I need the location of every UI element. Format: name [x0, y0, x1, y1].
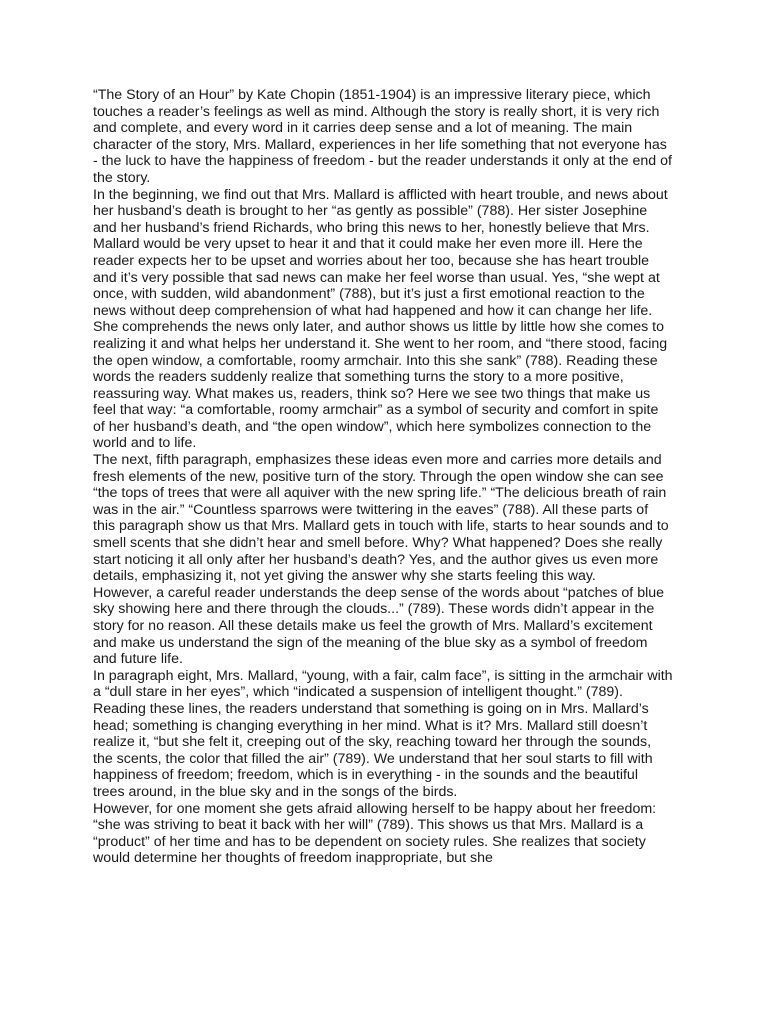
paragraph-5: However, a careful reader understands the deep sense of the words about “patches of blue sky showing here and there through the clouds...” (789). These words didn’t appear in the story for no reason. All these details make us feel the growth of Mrs. Mallard’s excitement and make us understand the sign of the meaning of the blue sky as a symbol of freedom and future life. [93, 584, 665, 668]
paragraph-2: In the beginning, we find out that Mrs. Mallard is afflicted with heart trouble, and news about her husband’s death is brought to her “as gently as possible” (788). Her sister Josephine and her husband’s friend Richards, who bring this news to her, honestly believe that Mrs. Mallard would be very upset to hear it and that it could make her even more ill. Here the reader expects her to be upset and worries about her too, because she has heart trouble and it’s very possible that sad news can make her feel worse than usual. Yes, “she wept at once, with sudden, wild abandonment” (788), but it’s just a first emotional reaction to the news without deep comprehension of what had happened and how it can change her life. [93, 186, 668, 319]
essay-body [93, 87, 673, 867]
paragraph-6: In paragraph eight, Mrs. Mallard, “young, with a fair, calm face”, is sitting in the armchair with a “dull stare in her eyes”, which “indicated a suspension of intelligent thought.” (789). Reading these lines, the readers understand that something is going on in Mrs. Mallard’s head; something is changing everything in her mind. What is it? Mrs. Mallard still doesn’t realize it, “but she felt it, creeping out of the sky, reaching toward her through the sounds, the scents, the color that filled the air” (789). We understand that her soul starts to fill with happiness of freedom; freedom, which is in everything - in the sounds and the beautiful trees around, in the blue sky and in the songs of the birds. [93, 667, 673, 800]
paragraph-4: The next, fifth paragraph, emphasizes these ideas even more and carries more details and fresh elements of the new, positive turn of the story. Through the open window she can see “the tops of trees that were all aquiver with the new spring life.” “The delicious breath of rain was in the air.” “Countless sparrows were twittering in the eaves” (788). All these parts of this paragraph show us that Mrs. Mallard gets in touch with life, starts to hear sounds and to smell scents that she didn’t hear and smell before. Why? What happened? Does she really start noticing it all only after her husband’s death? Yes, and the author gives us even more details, emphasizing it, not yet giving the answer why she starts feeling this way. [93, 452, 669, 585]
paragraph-1: “The Story of an Hour” by Kate Chopin (1851-1904) is an impressive literary piece, which touches a reader’s feelings as well as mind. Although the story is really short, it is very rich and complete, and every word in it carries deep sense and a lot of meaning. The main character of the story, Mrs. Mallard, experiences in her life something that not everyone has - the luck to have the happiness of freedom - but the reader understands it only at the end of the story. [93, 87, 672, 186]
paragraph-7: However, for one moment she gets afraid allowing herself to be happy about her freedom: “she was striving to beat it back with her will” (789). This shows us that Mrs. Mallard is a “product” of her time and has to be dependent on society rules. She realizes that society would determine her thoughts of freedom inappropriate, but she [93, 800, 657, 867]
paragraph-3: She comprehends the news only later, and author shows us little by little how she comes to realizing it and what helps her understand it. She went to her room, and “there stood, facing the open window, a comfortable, roomy armchair. Into this she sank” (788). Reading these words the readers suddenly realize that something turns the story to a more positive, reassuring way. What makes us, readers, think so? Here we see two things that make us feel that way: “a comfortable, roomy armchair” as a symbol of security and comfort in spite of her husband’s death, and “the open window”, which here symbolizes connection to the world and to life. [93, 319, 668, 452]
